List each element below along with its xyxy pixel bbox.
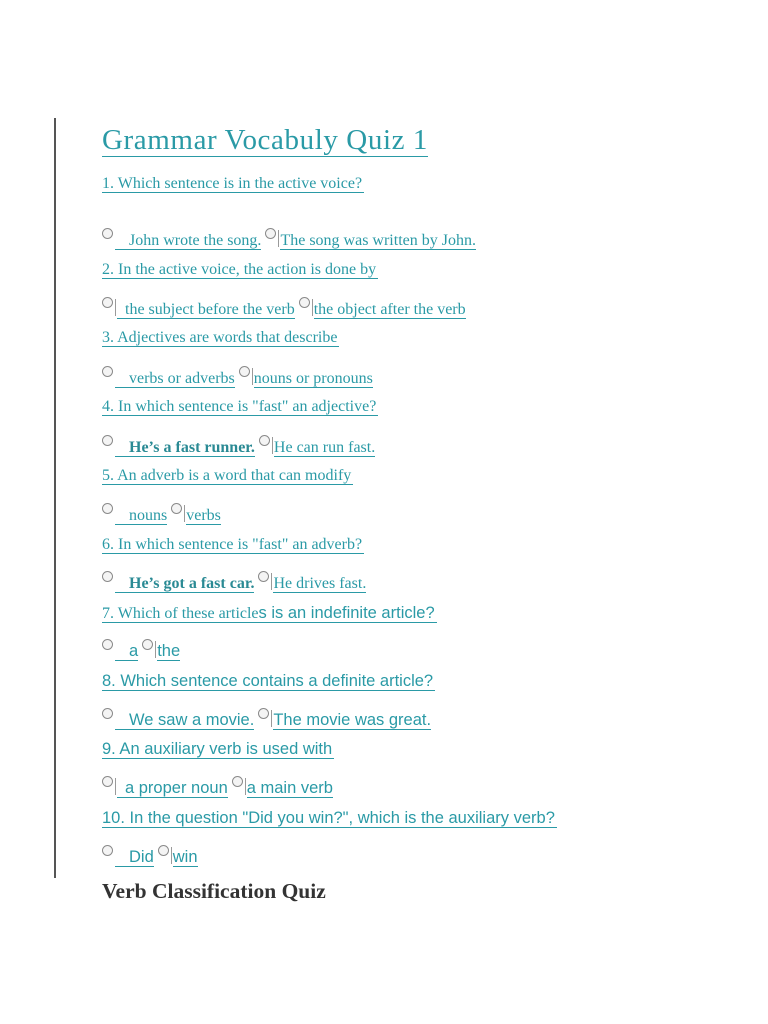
option-label[interactable]: verbs [186,507,221,524]
radio-button[interactable] [102,228,113,239]
answer-options-4 [102,435,379,458]
question-5 [102,466,353,486]
radio-button[interactable] [265,228,276,239]
divider [115,778,116,795]
question-text: 9. An auxiliary verb is used with [102,740,333,758]
left-margin-rule [54,118,56,878]
option-label[interactable]: He drives fast. [273,575,367,592]
option-label[interactable]: The movie was great. [273,711,432,729]
radio-button[interactable] [171,503,182,514]
question-2 [102,260,378,280]
answer-options-10 [102,845,202,867]
option-label[interactable]: a proper noun [117,779,228,798]
question-text-sans: s is an indefinite article? [258,604,435,622]
radio-button[interactable] [299,297,310,308]
divider [272,437,273,454]
option-label[interactable]: nouns [115,507,167,525]
radio-button[interactable] [102,297,113,308]
answer-options-2 [102,297,470,320]
question-text: 1. Which sentence is in the active voice? [102,175,363,192]
question-3 [102,328,339,348]
option-label[interactable]: the [157,642,181,660]
radio-button[interactable] [158,845,169,856]
question-text: 5. An adverb is a word that can modify [102,467,352,484]
question-text: 2. In the active voice, the action is done by [102,261,377,278]
question-text: 4. In which sentence is "fast" an adjective? [102,398,377,415]
divider [115,299,116,316]
divider [312,299,313,316]
radio-button[interactable] [102,503,113,514]
question-10 [102,808,557,828]
radio-button[interactable] [258,708,269,719]
question-text [102,605,437,623]
option-label[interactable]: He can run fast. [273,439,376,456]
option-label[interactable]: The song was written by John. [280,232,476,249]
divider [252,368,253,385]
radio-button[interactable] [142,639,153,650]
radio-button[interactable] [259,435,270,446]
option-label[interactable]: nouns or pronouns [253,370,373,387]
question-9 [102,739,334,759]
quiz-title: Grammar Vocabuly Quiz 1 [102,124,429,156]
question-text-serif: 7. Which of these article [102,605,259,622]
radio-button[interactable] [232,776,243,787]
question-6 [102,535,364,555]
answer-options-6 [102,571,370,594]
answer-options-8 [102,708,435,730]
option-label[interactable]: verbs or adverbs [115,370,235,388]
radio-button[interactable] [258,571,269,582]
answer-options-1 [102,228,480,251]
next-section-heading: Verb Classification Quiz [102,879,326,903]
radio-button[interactable] [102,776,113,787]
radio-button[interactable] [102,708,113,719]
question-text: 3. Adjectives are words that describe [102,329,338,346]
question-text: 6. In which sentence is "fast" an adverb? [102,536,363,553]
question-4 [102,397,378,417]
option-label[interactable]: Did [115,848,154,867]
question-7 [102,603,437,624]
divider [171,847,172,864]
question-8 [102,671,435,691]
radio-button[interactable] [239,366,250,377]
radio-button[interactable] [102,435,113,446]
radio-button[interactable] [102,845,113,856]
answer-options-7 [102,639,184,661]
option-label[interactable]: win [172,848,198,866]
answer-options-9 [102,776,337,798]
radio-button[interactable] [102,366,113,377]
divider [245,778,246,795]
option-label[interactable]: the subject before the verb [117,301,295,319]
question-text: 8. Which sentence contains a definite article? [102,672,434,690]
option-label[interactable]: a [115,642,138,661]
option-label[interactable]: John wrote the song. [115,232,261,250]
option-label[interactable]: He’s a fast runner. [115,439,255,457]
question-text: 10. In the question "Did you win?", which is the auxiliary verb? [102,809,555,827]
radio-button[interactable] [102,571,113,582]
option-label[interactable]: He’s got a fast car. [115,575,254,593]
answer-options-5 [102,503,225,526]
option-label[interactable]: a main verb [246,779,333,797]
question-1 [102,174,364,194]
answer-options-3 [102,366,377,389]
option-label[interactable]: We saw a movie. [115,711,254,730]
radio-button[interactable] [102,639,113,650]
option-label[interactable]: the object after the verb [313,301,466,318]
